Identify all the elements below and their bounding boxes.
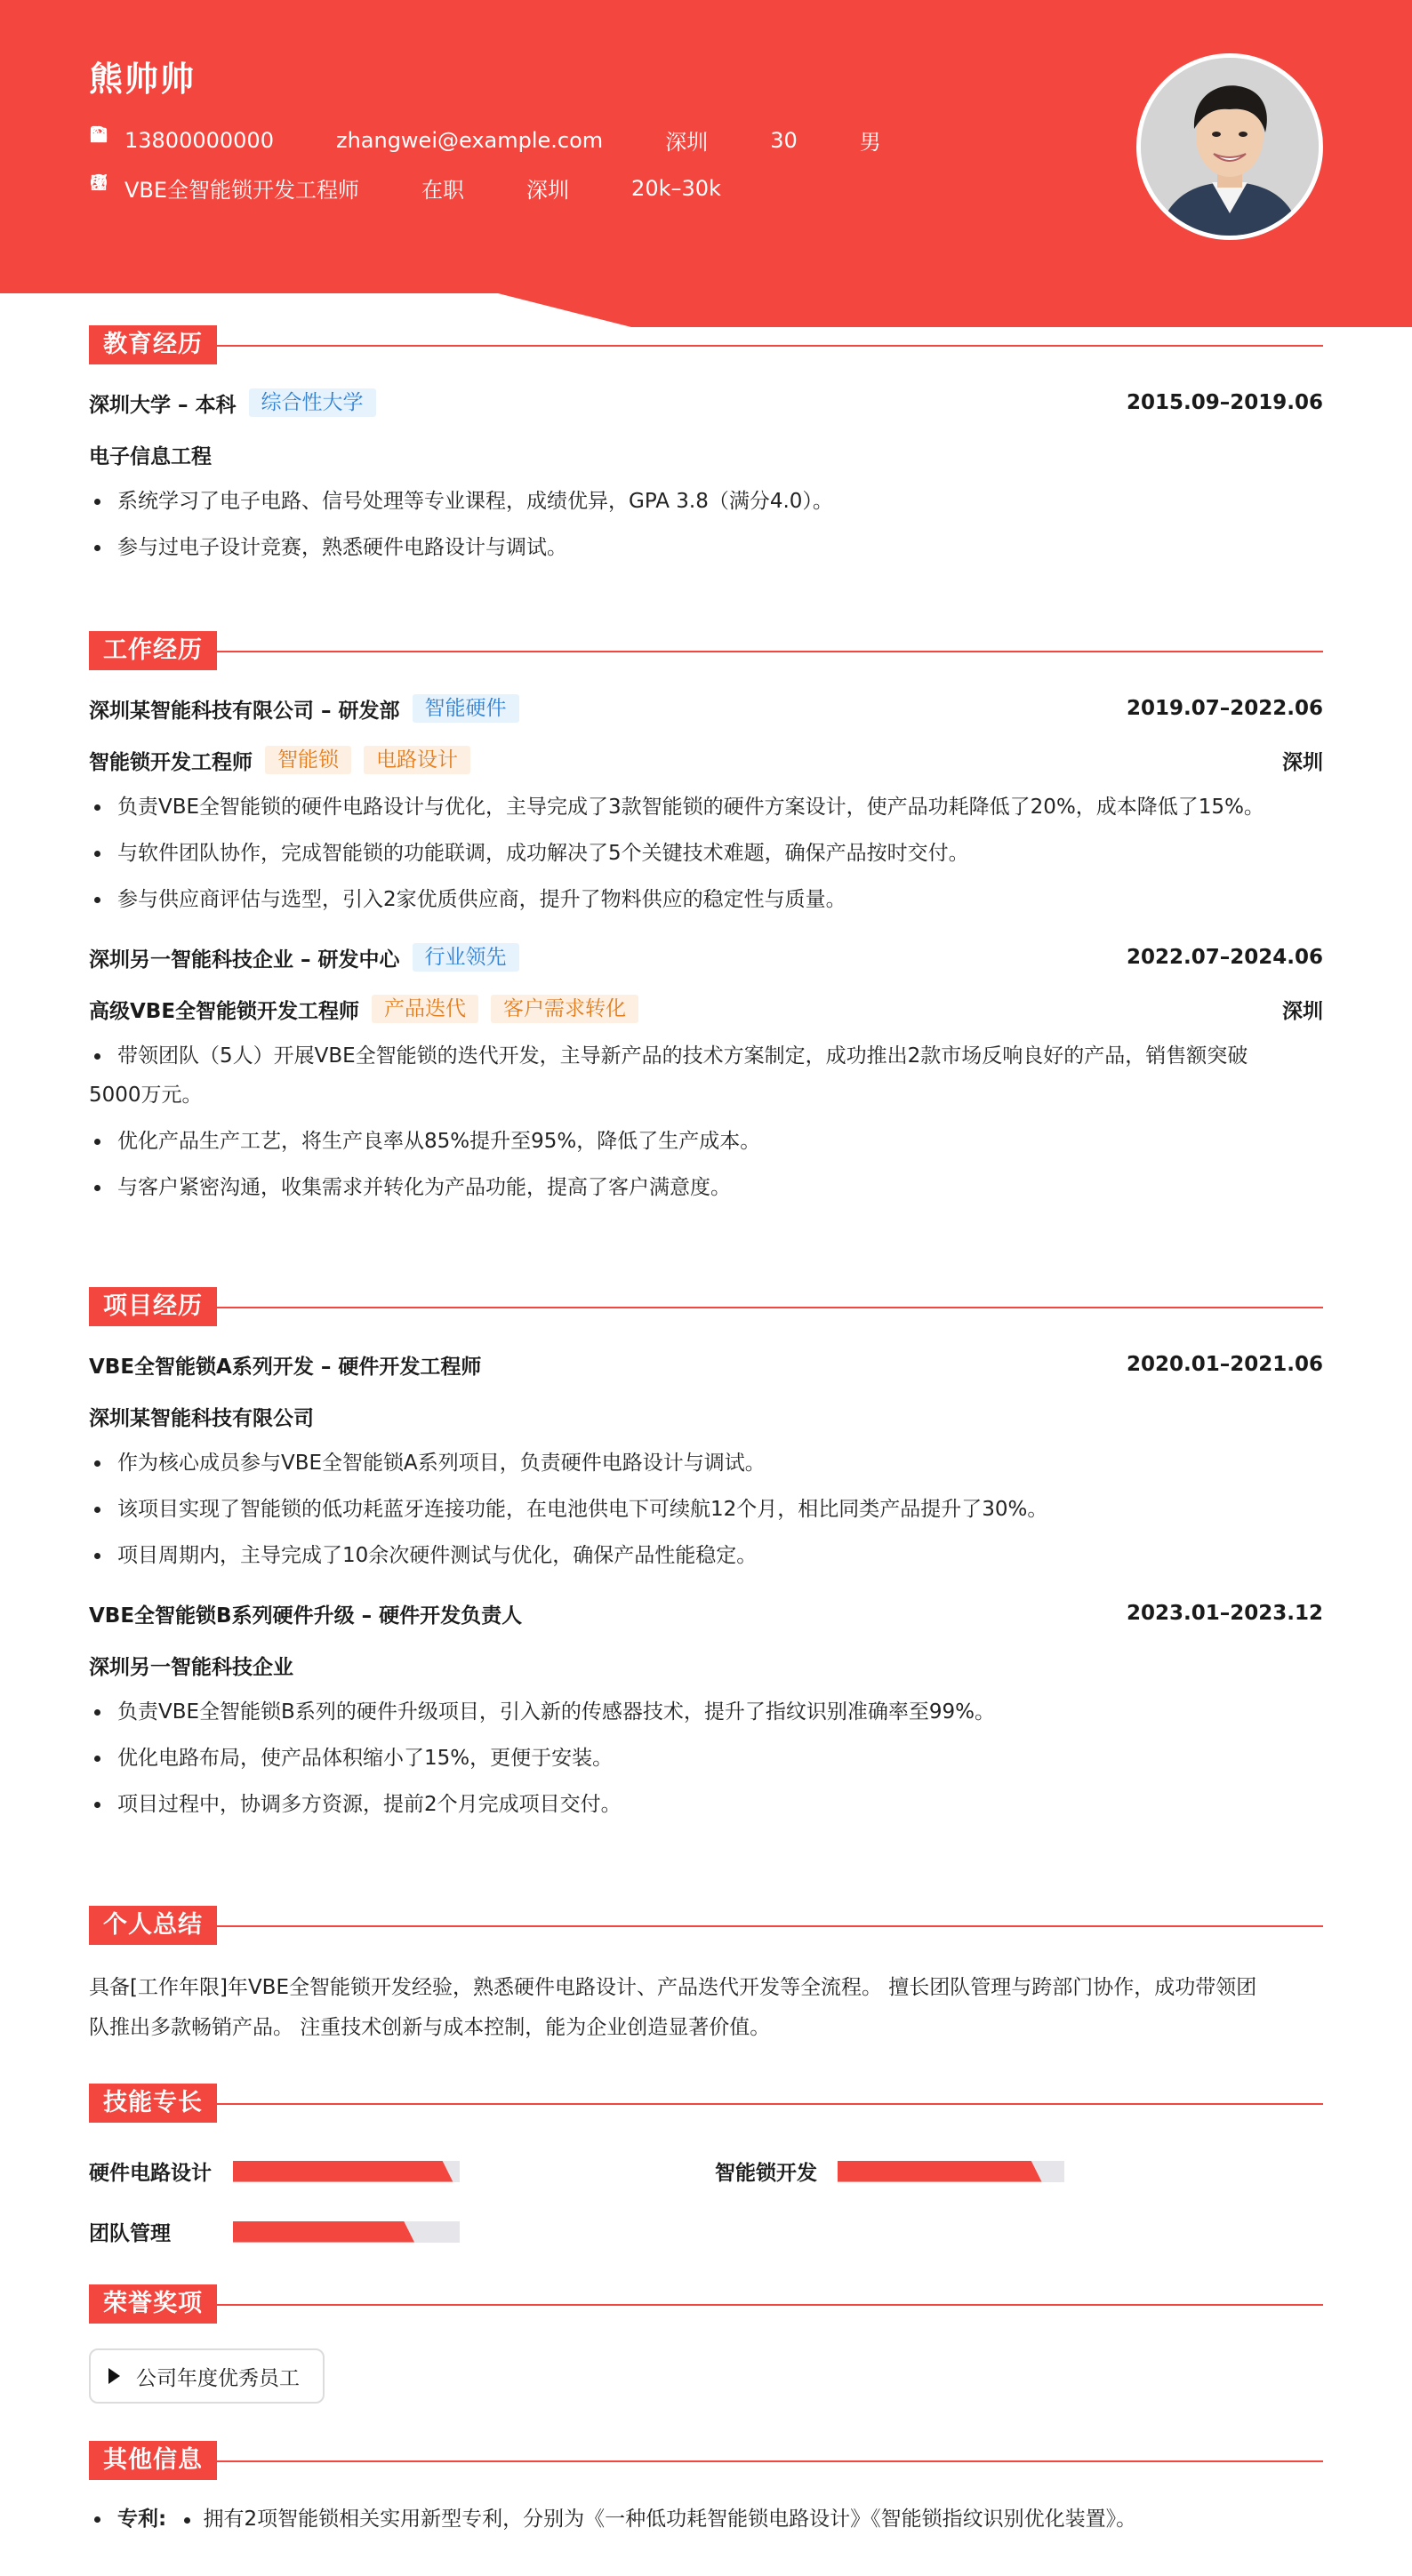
project-header — [89, 1351, 1323, 1378]
major: 电子信息工程 — [89, 444, 212, 468]
list-item: 该项目实现了智能锁的低功耗蓝牙连接功能，在电池供电下可续航12个月，相比同类产品提升了30%。 — [89, 1490, 1323, 1529]
section-title — [89, 1287, 1323, 1326]
section-divider — [213, 1925, 1323, 1927]
candidate-name: 熊帅帅 — [89, 60, 197, 99]
list-item: 系统学习了电子电路、信号处理等专业课程，成绩优异，GPA 3.8（满分4.0）。 — [89, 482, 1323, 521]
skill-bar — [233, 2221, 460, 2243]
cake-icon — [734, 130, 756, 151]
work-city-item — [491, 172, 569, 204]
list-item: 与软件团队协作，完成智能锁的功能联调，成功解决了5个关键技术难题，确保产品按时交付。 — [89, 834, 1323, 873]
other-label: 专利: — [117, 2508, 167, 2531]
phone-text: 13800000000 — [124, 127, 274, 153]
section-title — [89, 2284, 1323, 2324]
school-tag: 综合性大学 — [249, 388, 376, 417]
list-item: 负责VBE全智能锁的硬件电路设计与优化，主导完成了3款智能锁的硬件方案设计，使产品功耗降低了20%，成本降低了15%。 — [89, 788, 1323, 827]
list-item: 优化产品生产工艺，将生产良率从85%提升至95%，降低了生产成本。 — [89, 1122, 1323, 1161]
section-title — [89, 2441, 1323, 2480]
work-title-row — [89, 747, 1323, 773]
education-header — [89, 389, 1323, 416]
gender-text: 男 — [859, 130, 881, 155]
city-item — [630, 124, 708, 156]
skills-list — [89, 2140, 1323, 2274]
play-icon — [108, 2368, 120, 2384]
skill-tag: 智能锁 — [265, 746, 351, 774]
company-tag: 智能硬件 — [413, 694, 519, 723]
age-text: 30 — [770, 127, 798, 153]
project-org: 深圳另一智能科技企业 — [89, 1655, 293, 1679]
company-name: 深圳某智能科技有限公司 – 研发部 — [89, 699, 400, 723]
home-icon — [630, 130, 651, 151]
section-title — [89, 1906, 1323, 1945]
list-item: 负责VBE全智能锁B系列的硬件升级项目，引入新的传感器技术，提升了指纹识别准确率至99%。 — [89, 1692, 1323, 1732]
work-city: 深圳 — [1282, 750, 1323, 774]
skill-name: 硬件电路设计 — [89, 2162, 212, 2185]
section-title-label: 教育经历 — [89, 325, 217, 364]
avatar — [1136, 53, 1323, 240]
project-bullets — [89, 1692, 1323, 1824]
project-org-row — [89, 1652, 1323, 1678]
work-date: 2022.07–2024.06 — [1126, 946, 1323, 969]
salary-text: 20k–30k — [631, 175, 721, 201]
project-bullets — [89, 1444, 1323, 1575]
gender-icon — [824, 130, 846, 151]
skill-bar — [233, 2161, 460, 2182]
project-org-row — [89, 1403, 1323, 1429]
skill-tag: 电路设计 — [364, 746, 470, 774]
list-item: 作为核心成员参与VBE全智能锁A系列项目，负责硬件电路设计与调试。 — [89, 1444, 1323, 1483]
skill-item — [89, 2156, 460, 2186]
skill-tag: 产品迭代 — [372, 995, 478, 1023]
section-title — [89, 2084, 1323, 2123]
other-text: 拥有2项智能锁相关实用新型专利，分别为《一种低功耗智能锁电路设计》《智能锁指纹识别优化装置》。 — [203, 2508, 1137, 2531]
skill-name: 团队管理 — [89, 2222, 171, 2245]
company-tag: 行业领先 — [413, 943, 519, 972]
education-bullets — [89, 482, 1323, 567]
section-divider — [213, 2460, 1323, 2462]
section-title — [89, 631, 1323, 670]
status-icon — [386, 178, 407, 199]
job-title: 智能锁开发工程师 — [89, 750, 253, 774]
list-item: 项目过程中，协调多方资源，提前2个月完成项目交付。 — [89, 1785, 1323, 1824]
avatar-portrait — [1141, 58, 1319, 236]
email-text: zhangwei@example.com — [335, 127, 604, 153]
summary-section — [89, 1906, 1323, 2048]
job-row — [89, 172, 748, 204]
project-date: 2023.01–2023.12 — [1126, 1602, 1323, 1625]
skill-item — [715, 2156, 1064, 2186]
project-org: 深圳某智能科技有限公司 — [89, 1406, 314, 1430]
project-date: 2020.01–2021.06 — [1126, 1353, 1323, 1376]
summary-line: 队推出多款畅销产品。 注重技术创新与成本控制，能为企业创造显著价值。 — [89, 2016, 771, 2039]
list-item-continuation — [89, 1076, 1323, 1115]
award-card[interactable] — [89, 2348, 325, 2404]
section-title-label: 个人总结 — [89, 1906, 217, 1945]
contact-row — [89, 124, 908, 156]
job-title: 高级VBE全智能锁开发工程师 — [89, 999, 360, 1023]
section-divider — [213, 2103, 1323, 2105]
work-company-row — [89, 944, 1323, 971]
education-section — [89, 325, 1323, 574]
skill-item — [89, 2217, 460, 2246]
list-item: 与客户紧密沟通，收集需求并转化为产品功能，提高了客户满意度。 — [89, 1168, 1323, 1207]
section-divider — [213, 1307, 1323, 1308]
school-name: 深圳大学 – 本科 — [89, 393, 237, 417]
skill-name: 智能锁开发 — [715, 2162, 817, 2185]
section-title — [89, 325, 1323, 364]
bullet-text: 5000万元。 — [89, 1084, 203, 1107]
section-title-label: 其他信息 — [89, 2441, 217, 2480]
job-item — [89, 172, 359, 204]
section-divider — [213, 345, 1323, 347]
honors-section — [89, 2284, 1323, 2404]
other-list — [89, 2500, 1323, 2539]
company-name: 深圳另一智能科技企业 – 研发中心 — [89, 948, 400, 972]
skill-bar-fill — [838, 2161, 1042, 2182]
list-item: 项目周期内，主导完成了10余次硬件测试与优化，确保产品性能稳定。 — [89, 1536, 1323, 1575]
section-divider — [213, 651, 1323, 652]
project-header — [89, 1600, 1323, 1627]
skill-tag: 客户需求转化 — [491, 995, 638, 1023]
skill-bar-fill — [233, 2161, 453, 2182]
age-item — [734, 128, 798, 153]
email-item — [301, 128, 603, 153]
list-item: 参与供应商评估与选型，引入2家优质供应商，提升了物料供应的稳定性与质量。 — [89, 880, 1323, 919]
other-section — [89, 2441, 1323, 2546]
work-city-text: 深圳 — [526, 178, 570, 203]
list-item: 优化电路布局，使产品体积缩小了15%，更便于安装。 — [89, 1739, 1323, 1778]
section-divider — [213, 2304, 1323, 2306]
resume-header — [0, 0, 1412, 327]
skill-bar-fill — [233, 2221, 414, 2243]
city-text: 深圳 — [665, 130, 709, 155]
work-bullets — [89, 1036, 1323, 1207]
skills-section — [89, 2084, 1323, 2274]
projects-section — [89, 1287, 1323, 1831]
work-company-row — [89, 695, 1323, 722]
work-bullets — [89, 788, 1323, 919]
section-title-label: 荣誉奖项 — [89, 2284, 217, 2324]
work-date: 2019.07–2022.06 — [1126, 697, 1323, 720]
money-icon — [596, 178, 617, 199]
summary-text — [89, 1968, 1323, 2048]
phone-item — [89, 128, 274, 153]
salary-item — [596, 176, 721, 201]
major-row — [89, 441, 1323, 468]
gender-item — [824, 124, 881, 156]
status-item — [386, 172, 464, 204]
section-title-label: 工作经历 — [89, 631, 217, 670]
skill-bar — [838, 2161, 1064, 2182]
section-title-label: 技能专长 — [89, 2084, 217, 2123]
status-text: 在职 — [421, 178, 465, 203]
work-city: 深圳 — [1282, 999, 1323, 1023]
list-item: 参与过电子设计竞赛，熟悉硬件电路设计与调试。 — [89, 528, 1323, 567]
list-item — [89, 2500, 1323, 2539]
education-date: 2015.09–2019.06 — [1126, 391, 1323, 414]
building-icon — [491, 178, 512, 199]
project-name: VBE全智能锁B系列硬件升级 – 硬件开发负责人 — [89, 1604, 523, 1628]
award-name: 公司年度优秀员工 — [136, 2366, 300, 2390]
work-title-row — [89, 996, 1323, 1022]
mail-icon — [301, 130, 322, 151]
summary-line: 具备[工作年限]年VBE全智能锁开发经验，熟悉硬件电路设计、产品迭代开发等全流程。 擅长团队管理与跨部门协作，成功带领团 — [89, 1976, 1257, 1999]
list-item — [89, 1036, 1323, 1076]
project-name: VBE全智能锁A系列开发 – 硬件开发工程师 — [89, 1355, 482, 1379]
section-title-label: 项目经历 — [89, 1287, 217, 1326]
work-section — [89, 631, 1323, 1214]
job-text: VBE全智能锁开发工程师 — [124, 178, 360, 203]
bullet-text: 带领团队（5人）开展VBE全智能锁的迭代开发，主导新产品的技术方案制定，成功推出2款市场反响良好的产品，销售额突破 — [117, 1044, 1248, 1068]
